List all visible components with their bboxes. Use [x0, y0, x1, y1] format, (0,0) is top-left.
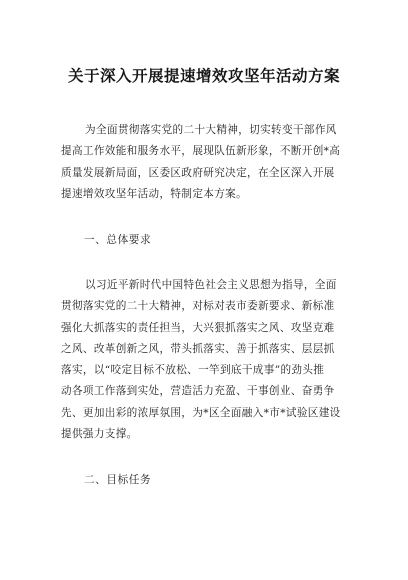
section-1-heading: 一、总体要求 — [84, 234, 152, 246]
section-1-line-7: 先、更加出彩的浓厚氛围，为*区全面融入*市*试验区建设 — [61, 406, 341, 419]
document-title: 关于深入开展提速增效攻坚年活动方案 — [67, 67, 340, 85]
section-1-line-6: 动各项工作落到实处，营造活力充盈、干事创业、奋勇争 — [61, 385, 335, 398]
section-1-line-8: 提供强力支撑。 — [61, 428, 138, 441]
section-1-line-4: 之风、改革创新之风，带头抓落实、善于抓落实、层层抓 — [61, 342, 335, 355]
intro-line-3: 质量发展新局面，区委区政府研究决定，在全区深入开展 — [61, 166, 335, 179]
section-1-line-3: 强化大抓落实的责任担当，大兴狠抓落实之风、攻坚克难 — [61, 321, 335, 334]
intro-line-2: 提高工作效能和服务水平，展现队伍新形象，不断开创*高 — [61, 145, 341, 158]
intro-paragraph — [61, 120, 357, 205]
intro-line-1: 为全面贯彻落实党的二十大精神，切实转变干部作风 — [85, 124, 337, 136]
intro-line-4: 提速增效攻坚年活动，特制定本方案。 — [61, 187, 248, 200]
section-1-line-1: 以习近平新时代中国特色社会主义思想为指导，全面 — [85, 279, 337, 291]
section-1-line-5: 落实，以“咬定目标不放松、一竿到底干成事”的劲头推 — [61, 364, 325, 377]
section-1-line-2: 贯彻落实党的二十大精神，对标对表市委新要求、新标准 — [61, 300, 335, 313]
section-2-heading: 二、目标任务 — [84, 474, 152, 486]
section-1-paragraph — [61, 275, 357, 445]
